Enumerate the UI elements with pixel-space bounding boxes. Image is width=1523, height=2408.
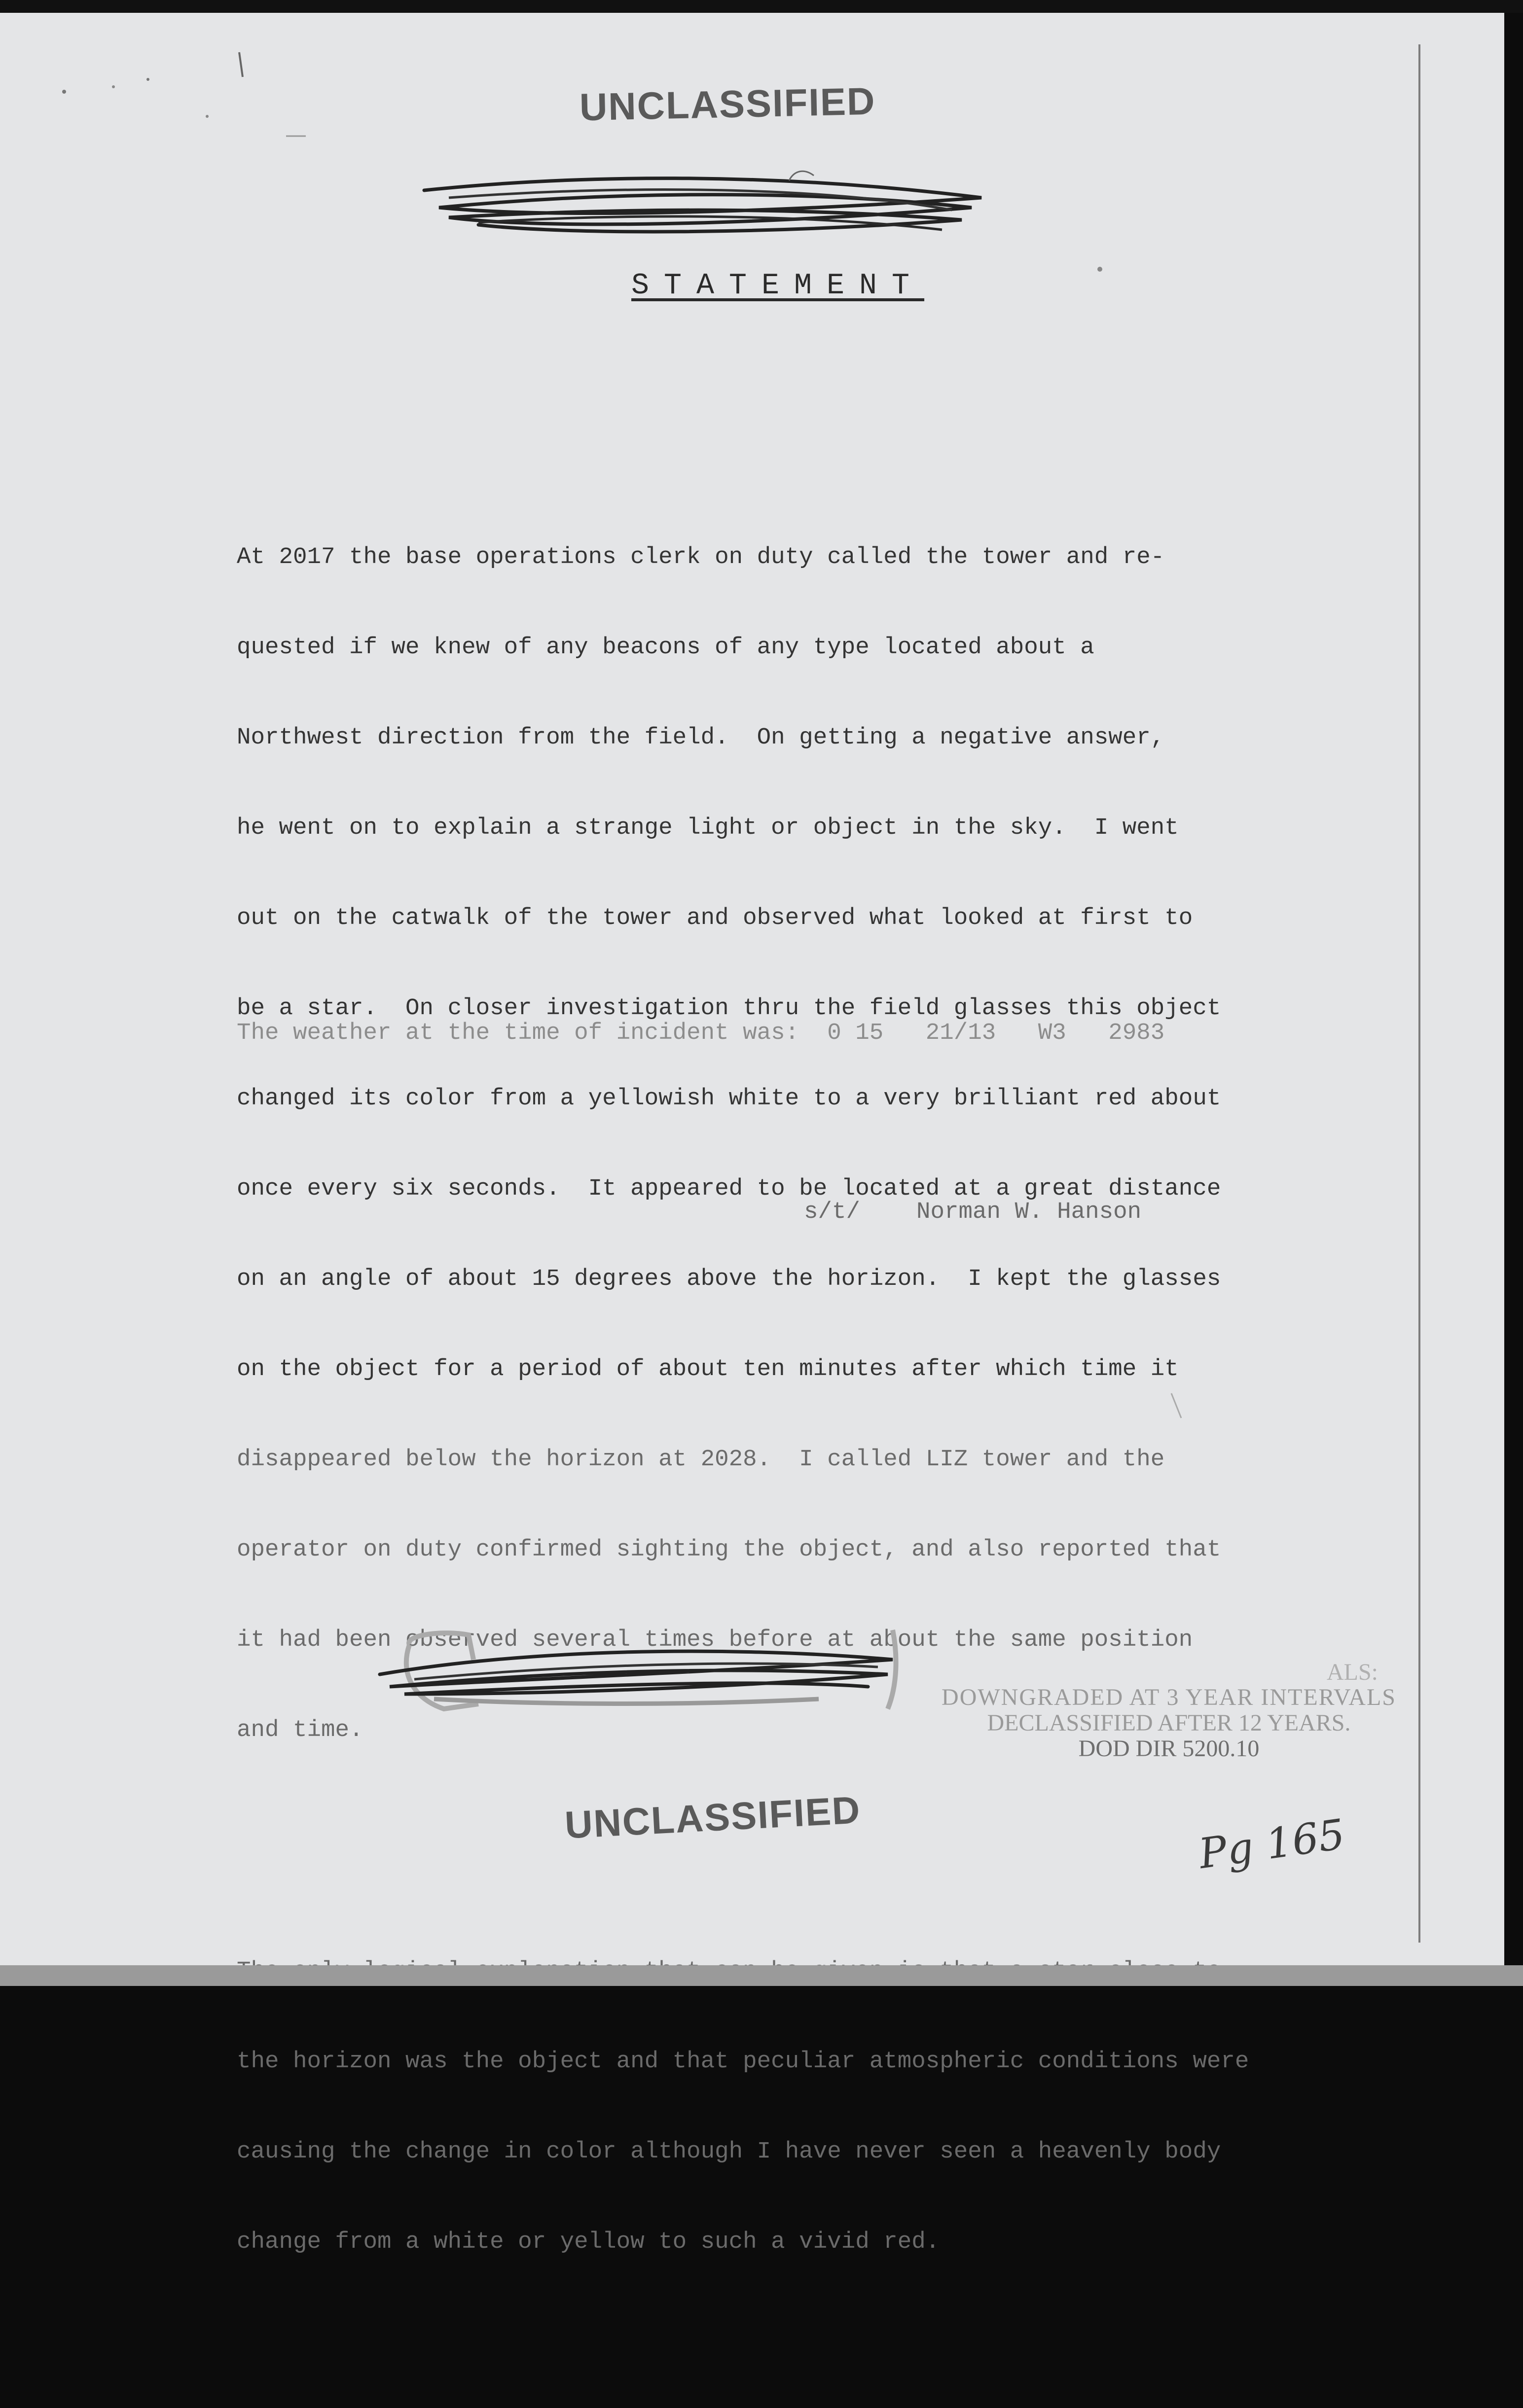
handwritten-page-note: Pg 165 <box>1196 1809 1348 1878</box>
text-line: the horizon was the object and that peculiar atmospheric conditions were <box>237 2048 1249 2075</box>
text-line: on an angle of about 15 degrees above the horizon. I kept the glasses <box>237 1266 1221 1292</box>
text-line: operator on duty confirmed sighting the object, and also reported that <box>237 1536 1221 1563</box>
scan-top-border <box>0 0 1523 13</box>
text-line: disappeared below the horizon at 2028. I called LIZ tower and the <box>237 1446 1165 1473</box>
text-line: and time. <box>237 1717 363 1743</box>
downgrade-stamp <box>898 1667 1440 1762</box>
downgrade-stamp-fragment: ALS: <box>1327 1659 1378 1685</box>
text-line: Northwest direction from the field. On getting a negative answer, <box>237 724 1165 751</box>
classification-stamp-top: UNCLASSIFIED <box>579 79 876 129</box>
redaction-scribble-top <box>419 161 991 245</box>
paragraph-1 <box>237 482 1342 1806</box>
text-line: changed its color from a yellowish white to a very brilliant red about <box>237 1085 1221 1112</box>
weather-line: The weather at the time of incident was: 0 15 21/13 W3 2983 <box>237 1020 1165 1046</box>
document-page <box>0 13 1504 2255</box>
text-line: change from a white or yellow to such a vivid red. <box>237 2229 940 2255</box>
document-title: STATEMENT <box>631 269 925 303</box>
text-line: once every six seconds. It appeared to be located at a great distance <box>237 1175 1221 1202</box>
text-line: on the object for a period of about ten minutes after which time it <box>237 1356 1179 1382</box>
text-line: he went on to explain a strange light or object in the sky. I went <box>237 814 1179 841</box>
scan-fold-line <box>1418 44 1420 1943</box>
signature-line: s/t/ Norman W. Hanson <box>804 1199 1142 1225</box>
paragraph-2 <box>237 1896 1342 2317</box>
classification-stamp-bottom: UNCLASSIFIED <box>564 1788 862 1847</box>
text-line: causing the change in color although I have never seen a heavenly body <box>237 2138 1221 2165</box>
text-line: it had been observed several times before at about the same position <box>237 1627 1193 1653</box>
scan-bottom-border <box>0 1965 1523 1986</box>
redaction-scribble-bottom <box>375 1625 922 1729</box>
text-line: be a star. On closer investigation thru the field glasses this object <box>237 995 1221 1022</box>
downgrade-line-1: DOWNGRADED AT 3 YEAR INTERVALS <box>942 1684 1396 1710</box>
text-line: quested if we knew of any beacons of any type located about a <box>237 634 1094 661</box>
text-line: At 2017 the base operations clerk on duty called the tower and re- <box>237 544 1165 570</box>
statement-body <box>237 422 1342 2408</box>
downgrade-line-3: DOD DIR 5200.10 <box>1078 1735 1260 1762</box>
text-line: out on the catwalk of the tower and observed what looked at first to <box>237 905 1193 931</box>
downgrade-line-2: DECLASSIFIED AFTER 12 YEARS. <box>987 1710 1351 1736</box>
